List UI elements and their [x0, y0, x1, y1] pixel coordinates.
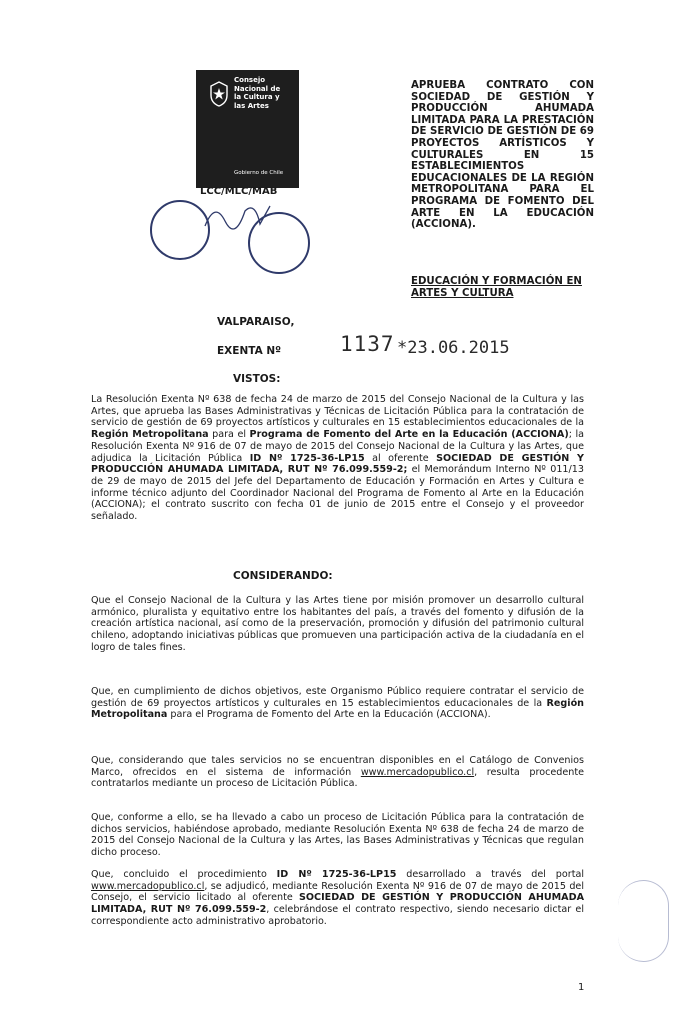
text-run-bold: SOCIEDAD DE GESTIÓN Y PRODUCCIÓN AHUMADA LIMITADA, RUT Nº 76.099.559-2	[91, 892, 584, 916]
mercadopublico-link[interactable]: www.mercadopublico.cl	[360, 766, 475, 778]
cnca-logo	[196, 70, 299, 188]
logo-line: las Artes	[234, 101, 269, 110]
text-run: , se adjudicó, mediante Resolución Exenta Nº 916 de 07 de mayo de 2015 del Consejo, el servicio licitado al oferente	[91, 880, 584, 904]
resolution-date: *23.06.2015	[397, 338, 510, 358]
initials: LCC/MLC/MAB	[200, 186, 278, 197]
considerando-5	[91, 869, 584, 928]
exenta-label: EXENTA Nº	[217, 345, 282, 357]
logo-line: Nacional de	[234, 84, 281, 93]
document-subtitle: EDUCACIÓN Y FORMACIÓN EN ARTES Y CULTURA	[411, 276, 582, 299]
text-run: , celebrándose el contrato respectivo, siendo necesario dictar el correspondiente acto administrativo aprobatorio.	[91, 904, 584, 927]
text-run: al oferente	[364, 452, 437, 464]
text-run: , resulta procedente contratarlos mediante un proceso de Licitación Pública.	[91, 766, 584, 790]
text-run-bold: Región Metropolitana	[91, 697, 584, 721]
text-run-bold: Región Metropolitana	[91, 429, 209, 441]
logo-gov: Gobierno de Chile	[234, 170, 284, 176]
page-number: 1	[578, 982, 585, 993]
resolution-number: 1137	[340, 332, 395, 356]
text-run-bold: Programa de Fomento del Arte en la Educación (ACCIONA)	[249, 429, 569, 441]
considerando-heading: CONSIDERANDO:	[233, 570, 333, 582]
text-run: para el Programa de Fomento del Arte en la Educación (ACCIONA).	[167, 709, 491, 721]
logo-org-name	[234, 76, 280, 110]
text-run: Que, concluido el procedimiento	[91, 869, 277, 880]
considerando-4: Que, conforme a ello, se ha llevado a cabo un proceso de Licitación Pública para la contratación de dichos servicios, habiéndose aprobado, mediante Resolución Exenta Nº 638 de fecha 24 de marzo de 2015 del Consejo Nacional de la Cultura y las Artes, las Bases Administrativas y Técnicas que regulan dicho proceso.	[91, 812, 584, 859]
text-run: el Memorándum Interno Nº 011/13 de 29 de mayo de 2015 del Jefe del Departamento de Educación y Formación en Artes y Cultura e informe técnico adjunto del Coordinador Nacional del Programa de Fomento al Arte en la Educación (ACCIONA); el contrato suscrito con fecha 01 de junio de 2015 entre el Consejo y el proveedor señalado.	[91, 464, 584, 523]
text-run: La Resolución Exenta Nº 638 de fecha 24 de marzo de 2015 del Consejo Nacional de la Cultura y las Artes, que aprueba las Bases Administrativas y Técnicas de Licitación Pública para la contratación de servicio de gestión de 69 proyectos artísticos y culturales en 15 establecimientos educacionales de la	[91, 394, 584, 429]
logo-line: Consejo	[234, 76, 266, 84]
mercadopublico-link[interactable]: www.mercadopublico.cl	[91, 880, 205, 892]
vistos-paragraph	[91, 394, 584, 523]
text-run: ; la Resolución Exenta Nº 916 de 07 de mayo de 2015 del Consejo Nacional de la Cultura y las Artes, que adjudica la Licitación Pública	[91, 429, 585, 464]
text-run: Que, considerando que tales servicios no se encuentran disponibles en el Catálogo de Convenios Marco, ofrecidos en el sistema de información	[91, 755, 584, 778]
margin-stamp	[618, 880, 669, 962]
text-run: desarrollado a través del portal	[396, 869, 584, 880]
logo-line: la Cultura y	[234, 93, 280, 101]
text-run-bold: ID Nº 1725-36-LP15	[276, 869, 397, 880]
text-run-bold: SOCIEDAD DE GESTIÓN Y PRODUCCIÓN AHUMADA LIMITADA, RUT Nº 76.099.559-2;	[91, 452, 585, 476]
coat-of-arms-icon	[208, 80, 230, 108]
signature-icon	[200, 196, 280, 236]
vistos-heading: VISTOS:	[233, 373, 281, 385]
city: VALPARAISO,	[217, 316, 295, 328]
text-run-bold: ID Nº 1725-36-LP15	[249, 452, 365, 464]
considerando-3	[91, 755, 584, 790]
text-run: Que, en cumplimiento de dichos objetivos, este Organismo Público requiere contratar el servicio de gestión de 69 proyectos artísticos y culturales en 15 establecimientos educacionales de la	[91, 686, 584, 709]
text-run: para el	[208, 429, 250, 441]
considerando-1: Que el Consejo Nacional de la Cultura y las Artes tiene por misión promover un desarrollo cultural armónico, pluralista y equitativo entre los habitantes del país, a través del fomento y difusión de la creación artística nacional, así como de la preservación, promoción y difusión del patrimonio cultural chileno, adoptando iniciativas públicas que promueven una participación activa de la ciudadanía en el logro de tales fines.	[91, 595, 584, 653]
considerando-2	[91, 686, 584, 721]
document-title: APRUEBA CONTRATO CON SOCIEDAD DE GESTIÓN Y PRODUCCIÓN AHUMADA LIMITADA PARA LA PRESTACIÓN DE SERVICIO DE GESTIÓN DE 69 PROYECTOS ARTÍSTICOS Y CULTURALES EN 15 ESTABLECIMIENTOS EDUCACIONALES DE LA REGIÓN METROPOLITANA PARA EL PROGRAMA DE FOMENTO DEL ARTE EN LA EDUCACIÓN (ACCIONA).	[411, 80, 594, 231]
